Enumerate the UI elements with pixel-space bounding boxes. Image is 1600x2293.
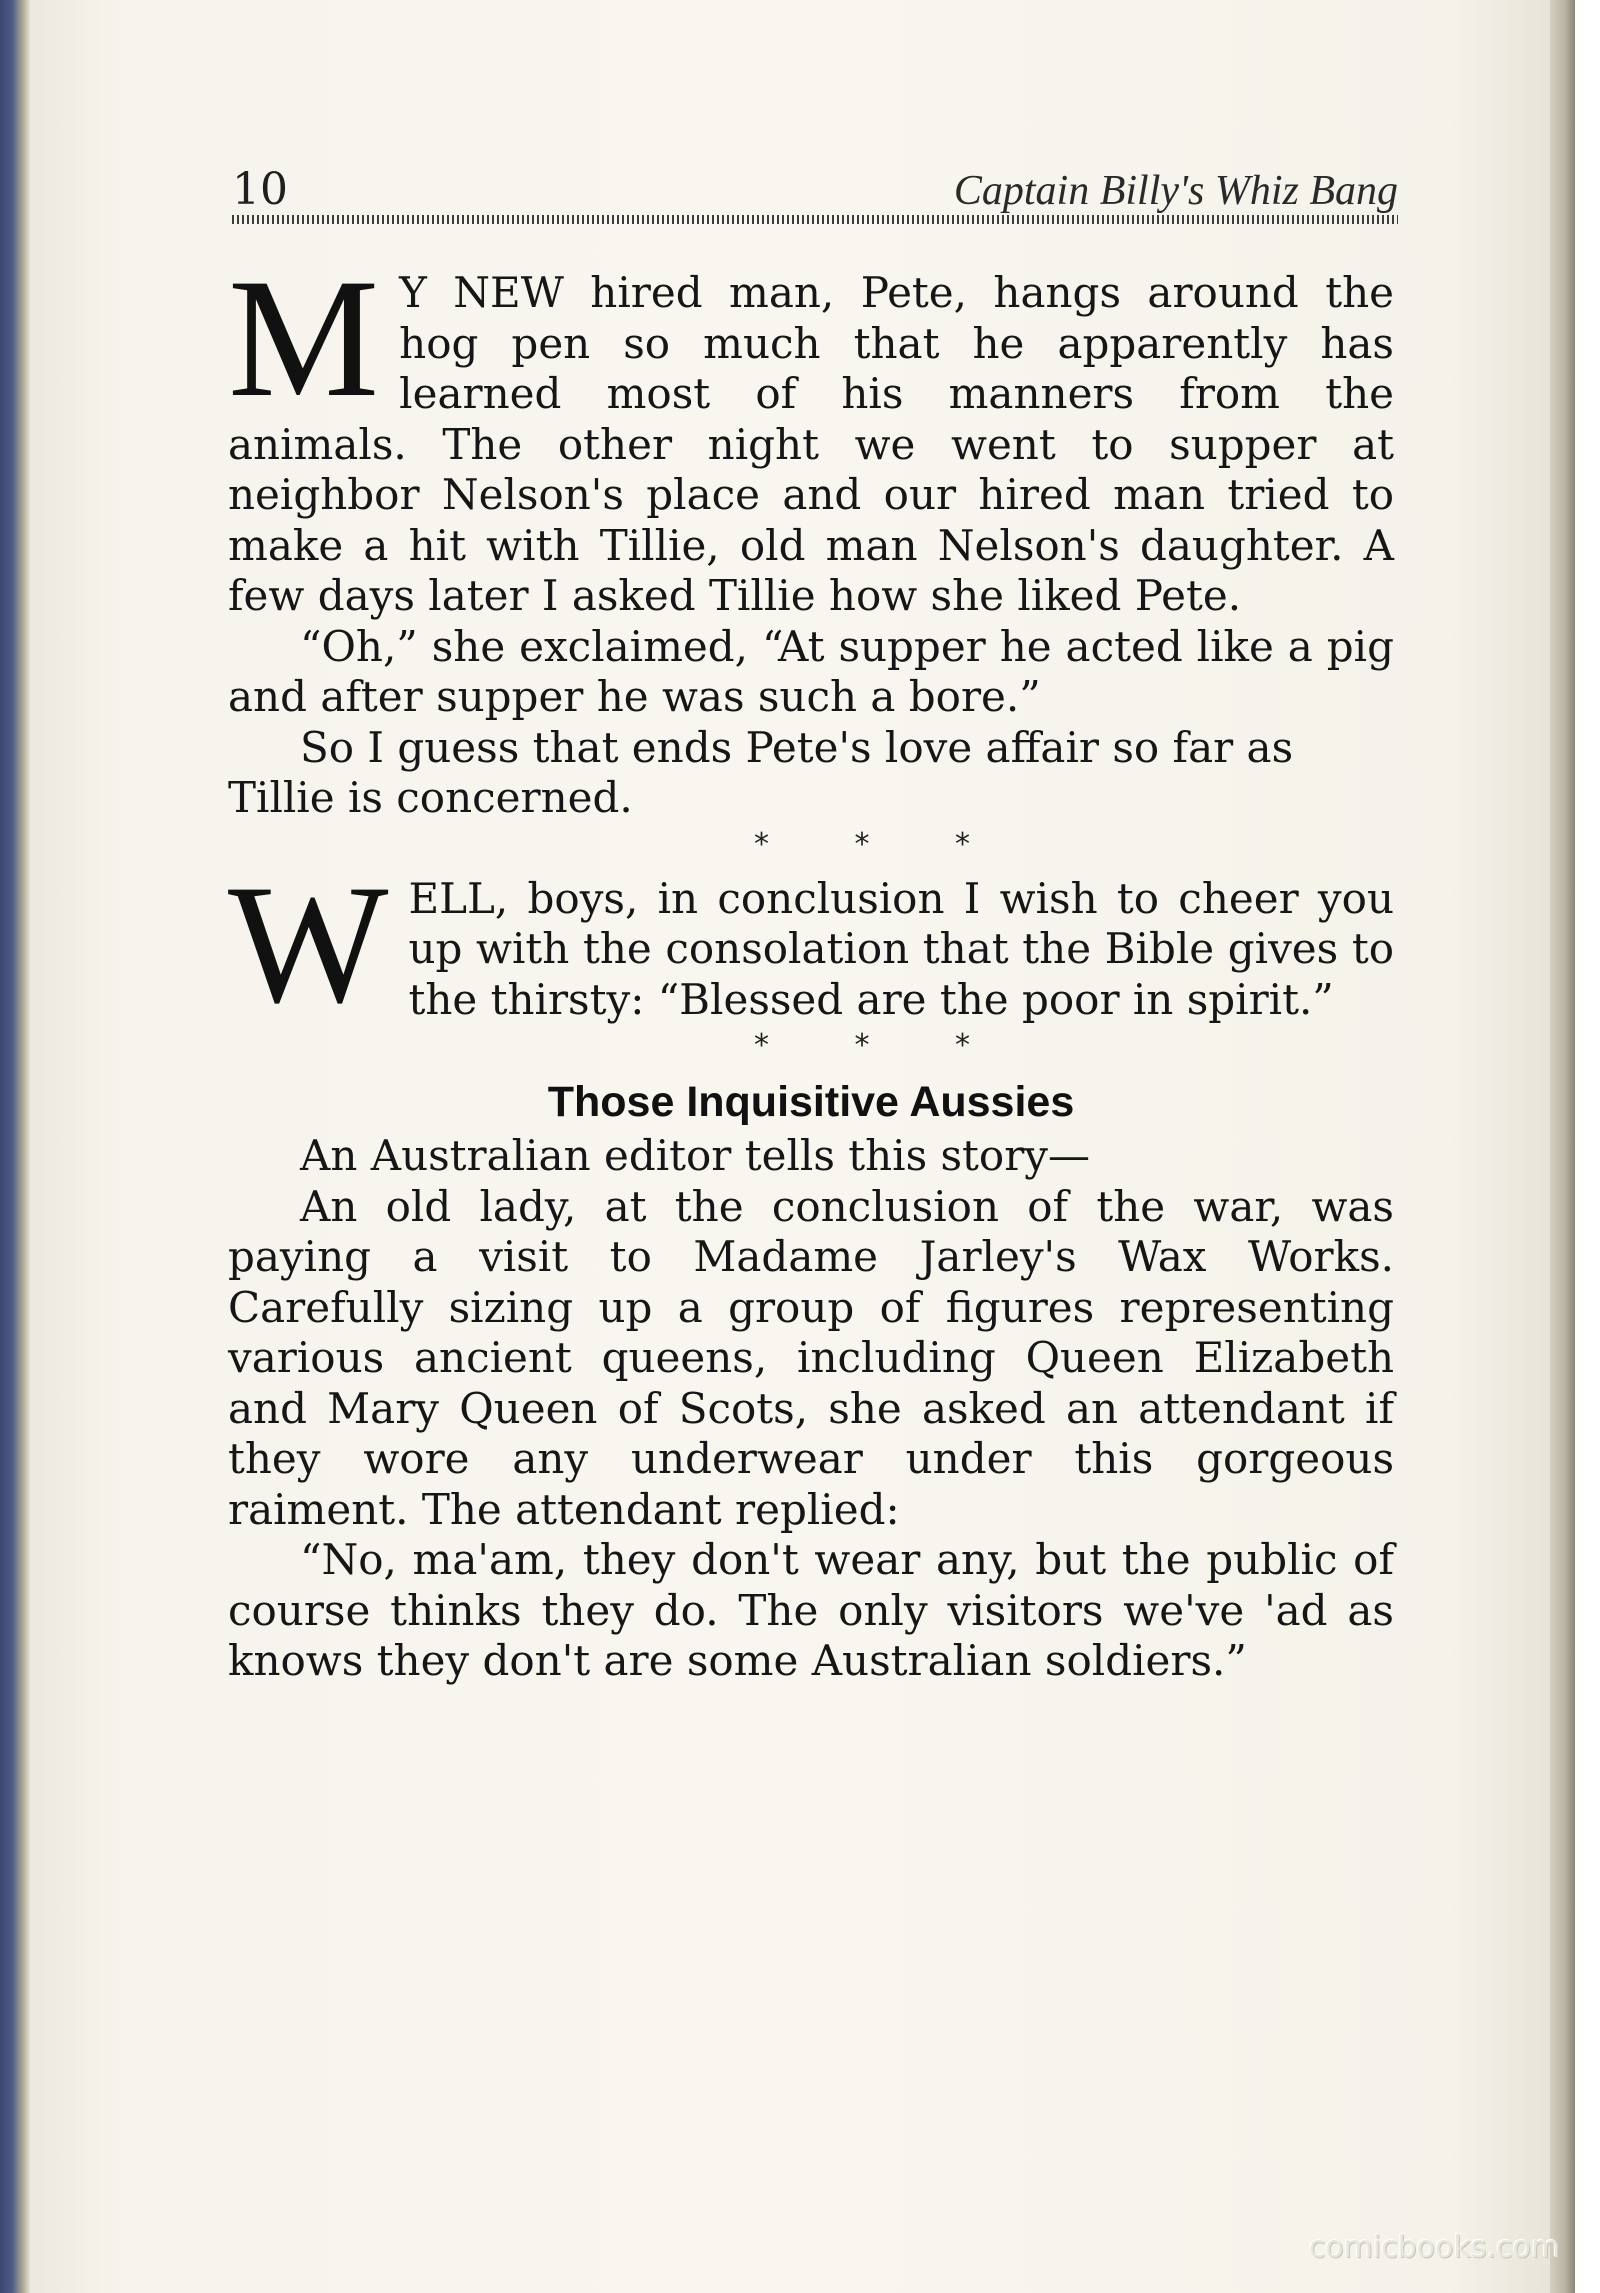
- page-header: [232, 160, 1398, 215]
- story-hired-man-ending: So I guess that ends Pete's love affair so far as Tillie is concerned.: [228, 722, 1294, 822]
- section-separator: * * *: [753, 826, 1009, 862]
- page-edge: [1550, 0, 1575, 2293]
- section-separator: * * *: [753, 1028, 1009, 1063]
- story-hired-man-paragraph: [228, 244, 1394, 622]
- story-aussies-punchline: “No, ma'am, they don't wear any, but the public of course thinks they do. The only visitors we've 'ad as knows they don't are some Australian soldiers.”: [228, 1535, 1394, 1685]
- story-conclusion-paragraph: [228, 849, 1394, 1038]
- story-aussies: [228, 1073, 1394, 1687]
- header-rule: [232, 215, 1398, 224]
- drop-cap-m: M: [228, 244, 380, 432]
- story-hired-man: [228, 244, 1394, 824]
- story-aussies-intro: An Australian editor tells this story—: [300, 1131, 1091, 1180]
- page-content: [228, 244, 1394, 1687]
- story-aussies-body: An old lady, at the conclusion of the war, was paying a visit to Madame Jarley's Wax Works. Carefully sizing up a group of figures representing various ancient queens, including Queen Elizabeth and Mary Queen of Scots, she asked an attendant if they wore any underwear under this gorgeous raiment. The attendant replied:: [228, 1181, 1394, 1534]
- story-title: Those Inquisitive Aussies: [547, 1078, 1075, 1126]
- page-number: 10: [232, 164, 288, 215]
- tillie-quote-paragraph: “Oh,” she exclaimed, “At supper he acted like a pig and after supper he was such a bore.”: [228, 621, 1394, 721]
- drop-cap-w: W: [228, 849, 389, 1038]
- story-conclusion-text: ELL, boys, in conclusion I wish to cheer you up with the consolation that the Bible gives to the thirsty: “Blessed are the poor in spirit.”: [408, 873, 1394, 1024]
- story-conclusion: [228, 849, 1394, 1038]
- running-title: Captain Billy's Whiz Bang: [953, 168, 1398, 214]
- source-watermark: comicbooks.com: [1308, 2230, 1560, 2265]
- magazine-spine: [0, 0, 30, 2293]
- story-hired-man-text: Y NEW hired man, Pete, hangs around the hog pen so much that he apparently has learned most of his manners from the animals. The other night we went to supper at neighbor Nelson's place and our hired man tried to make a hit with Tillie, old man Nelson's daughter. A few days later I asked Tillie how she liked Pete.: [228, 268, 1394, 620]
